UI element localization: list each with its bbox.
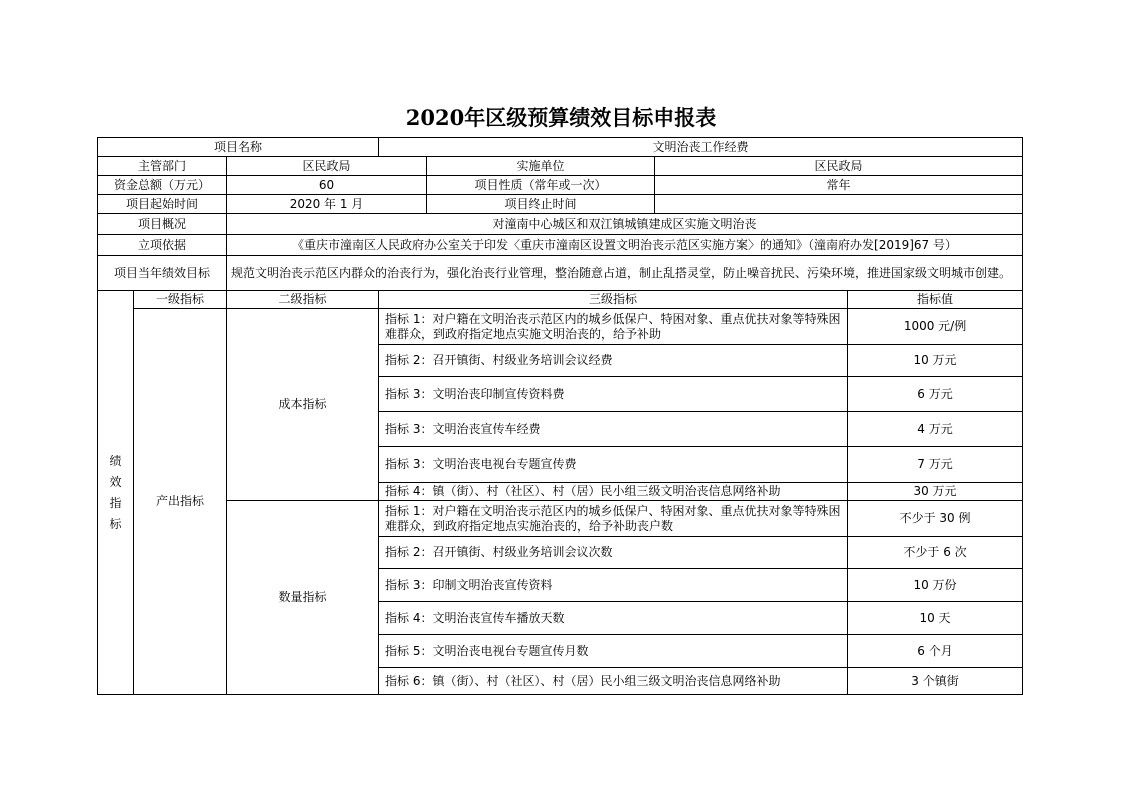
row-overview xyxy=(98,214,1023,235)
indicator-text: 指标 3：文明治丧宣传车经费 xyxy=(379,412,848,447)
performance-indicator-section xyxy=(98,291,134,695)
section-label: 绩效指标 xyxy=(109,453,122,531)
row-project-name xyxy=(98,138,1023,157)
nature-value: 常年 xyxy=(655,176,1023,195)
basis-value: 《重庆市潼南区人民政府办公室关于印发〈重庆市潼南区设置文明治丧示范区实施方案〉的通知》（潼南府办发[2019]67 号） xyxy=(227,235,1023,256)
indicator-value: 4 万元 xyxy=(848,412,1023,447)
indicator-value: 10 万元 xyxy=(848,345,1023,377)
indicator-text: 指标 6：镇（街）、村（社区）、村（居）民小组三级文明治丧信息网络补助 xyxy=(379,668,848,695)
indicator-text: 指标 4：镇（街）、村（社区）、村（居）民小组三级文明治丧信息网络补助 xyxy=(379,483,848,501)
indicator-text: 指标 3：文明治丧电视台专题宣传费 xyxy=(379,447,848,483)
indicator-text: 指标 1：对户籍在文明治丧示范区内的城乡低保户、特困对象、重点优扶对象等特殊困难群众，到政府指定地点实施文明治丧的，给予补助 xyxy=(379,309,848,345)
indicator-text: 指标 3：文明治丧印制宣传资料费 xyxy=(379,377,848,412)
goal-label: 项目当年绩效目标 xyxy=(98,256,227,291)
indicator-value: 10 万份 xyxy=(848,569,1023,602)
indicator-value: 30 万元 xyxy=(848,483,1023,501)
budget-performance-table xyxy=(97,137,1023,695)
indicator-value: 6 万元 xyxy=(848,377,1023,412)
overview-label: 项目概况 xyxy=(98,214,227,235)
end-value xyxy=(655,195,1023,214)
project-name-value: 文明治丧工作经费 xyxy=(379,138,1023,157)
row-funds xyxy=(98,176,1023,195)
table-row xyxy=(98,501,1023,537)
nature-label: 项目性质（常年或一次） xyxy=(427,176,655,195)
indicator-header-row xyxy=(98,291,1023,309)
quantity-indicator-label: 数量指标 xyxy=(227,501,379,695)
indicator-text: 指标 5：文明治丧电视台专题宣传月数 xyxy=(379,635,848,668)
indicator-value: 1000 元/例 xyxy=(848,309,1023,345)
start-value: 2020 年 1 月 xyxy=(227,195,427,214)
dept-value: 区民政局 xyxy=(227,157,427,176)
indicator-value: 不少于 30 例 xyxy=(848,501,1023,537)
header-level2: 二级指标 xyxy=(227,291,379,309)
funds-label: 资金总额（万元） xyxy=(98,176,227,195)
indicator-text: 指标 2：召开镇街、村级业务培训会议经费 xyxy=(379,345,848,377)
dept-label: 主管部门 xyxy=(98,157,227,176)
cost-indicator-label: 成本指标 xyxy=(227,309,379,501)
row-goal xyxy=(98,256,1023,291)
indicator-value: 3 个镇街 xyxy=(848,668,1023,695)
start-label: 项目起始时间 xyxy=(98,195,227,214)
row-basis xyxy=(98,235,1023,256)
table-row xyxy=(98,309,1023,345)
indicator-value: 不少于 6 次 xyxy=(848,537,1023,569)
indicator-text: 指标 2：召开镇街、村级业务培训会议次数 xyxy=(379,537,848,569)
header-value: 指标值 xyxy=(848,291,1023,309)
output-indicator-label: 产出指标 xyxy=(134,309,227,695)
row-department xyxy=(98,157,1023,176)
overview-value: 对潼南中心城区和双江镇城镇建成区实施文明治丧 xyxy=(227,214,1023,235)
header-level3: 三级指标 xyxy=(379,291,848,309)
impl-value: 区民政局 xyxy=(655,157,1023,176)
impl-label: 实施单位 xyxy=(427,157,655,176)
row-period xyxy=(98,195,1023,214)
indicator-text: 指标 1：对户籍在文明治丧示范区内的城乡低保户、特困对象、重点优扶对象等特殊困难群众，到政府指定地点实施治丧的，给予补助丧户数 xyxy=(379,501,848,537)
header-level1: 一级指标 xyxy=(134,291,227,309)
end-label: 项目终止时间 xyxy=(427,195,655,214)
indicator-value: 6 个月 xyxy=(848,635,1023,668)
indicator-value: 10 天 xyxy=(848,602,1023,635)
page-title: 2020年区级预算绩效目标申报表 xyxy=(405,105,717,130)
indicator-value: 7 万元 xyxy=(848,447,1023,483)
funds-value: 60 xyxy=(227,176,427,195)
project-name-label: 项目名称 xyxy=(98,138,379,157)
indicator-text: 指标 4：文明治丧宣传车播放天数 xyxy=(379,602,848,635)
indicator-text: 指标 3：印制文明治丧宣传资料 xyxy=(379,569,848,602)
basis-label: 立项依据 xyxy=(98,235,227,256)
goal-value: 规范文明治丧示范区内群众的治丧行为，强化治丧行业管理，整治随意占道，制止乱搭灵堂，防止噪音扰民、污染环境，推进国家级文明城市创建。 xyxy=(227,256,1023,291)
